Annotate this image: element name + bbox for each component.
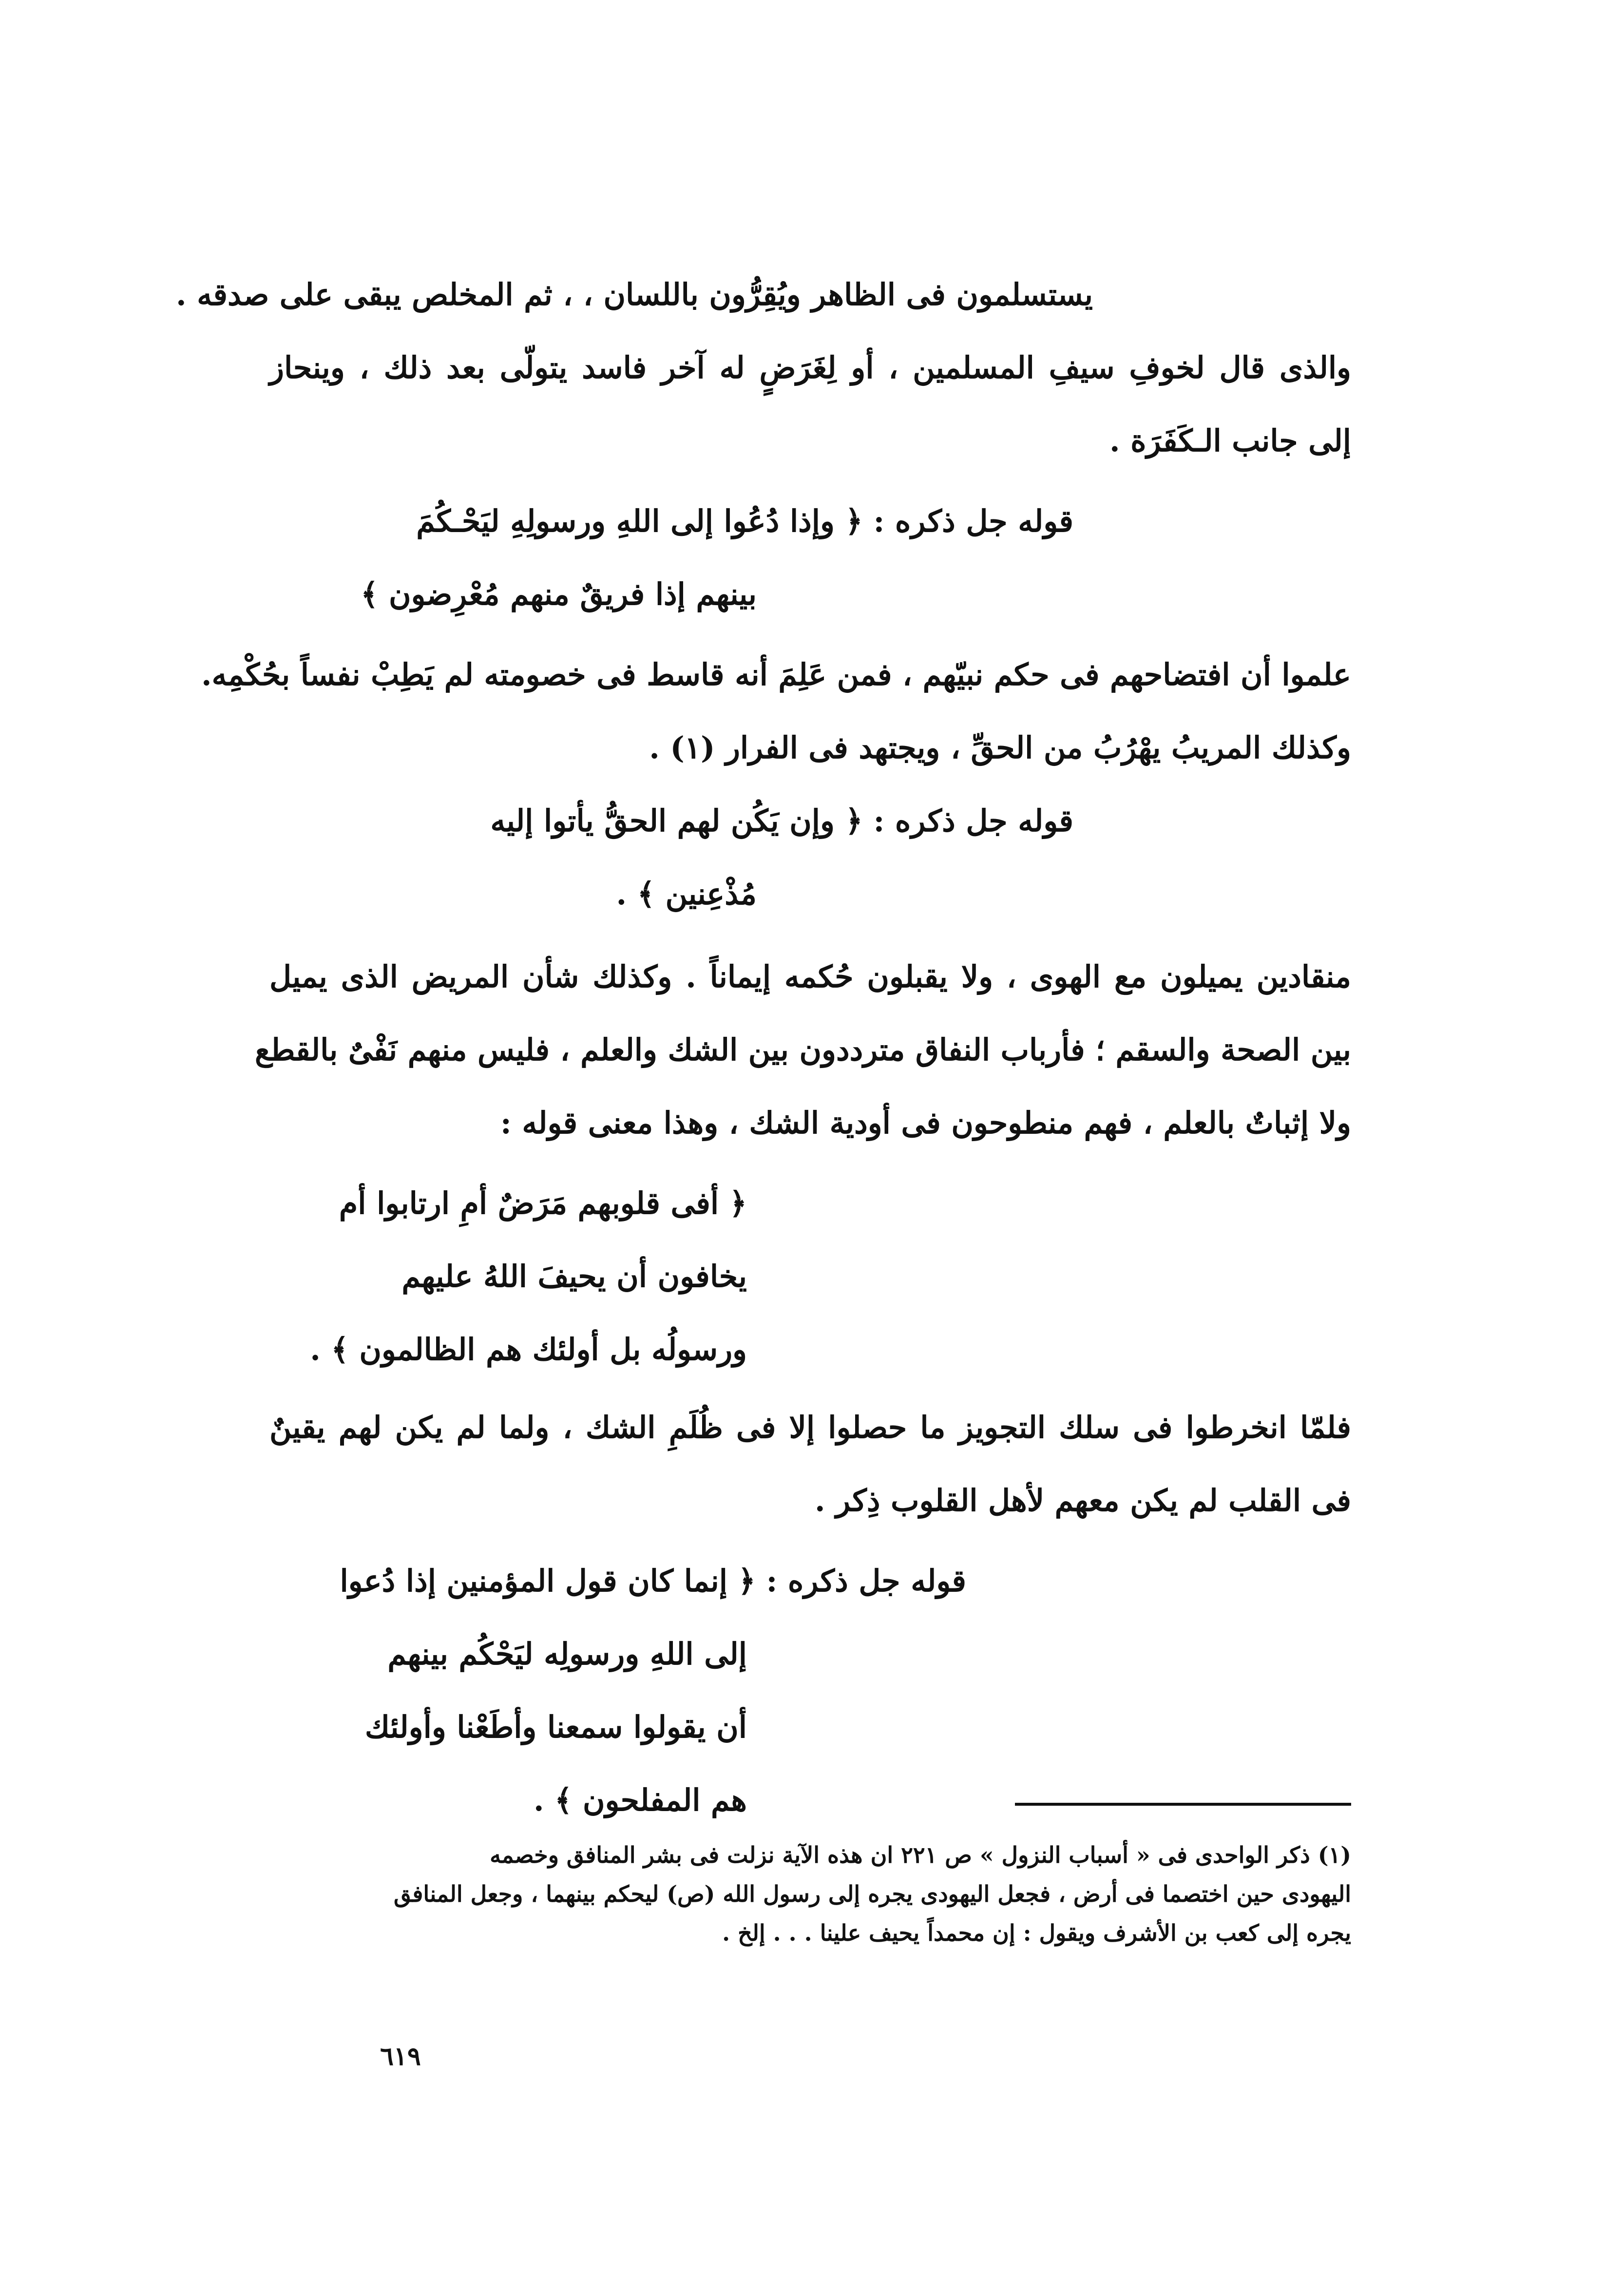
quran-verse-line: هم المفلحون ﴾ .: [533, 1782, 747, 1818]
quran-verse-line: ورسولُه بل أولئك هم الظالمون ﴾ .: [310, 1332, 747, 1367]
footnote-line: (١) ذكر الواحدى فى « أسباب النزول » ص ٢٢١ ان هذه الآية نزلت فى بشر المنافق وخصمه: [490, 1842, 1351, 1868]
body-line: يستسلمون فى الظاهر ويُقِرُّون باللسان ، ، ثم المخلص يبقى على صدقه .: [175, 277, 1093, 312]
body-line: والذى قال لخوفِ سيفِ المسلمين ، أو لِغَرَضٍ له آخر فاسد يتولّى بعد ذلك ، وينحاز: [269, 350, 1351, 385]
body-line: فلمّا انخرطوا فى سلك التجويز ما حصلوا إلا فى ظُلَمِ الشك ، ولما لم يكن لهم يقينٌ: [269, 1410, 1351, 1445]
body-line: علموا أن افتضاحهم فى حكم نبيّهم ، فمن عَلِمَ أنه قاسط فى خصومته لم يَطِبْ نفساً بحُكْمِه.: [201, 657, 1351, 692]
body-line: فى القلب لم يكن معهم لأهل القلوب ذِكر .: [814, 1483, 1351, 1518]
body-line: ولا إثباتٌ بالعلم ، فهم منطوحون فى أودية الشك ، وهذا معنى قوله :: [500, 1105, 1351, 1141]
body-line: إلى جانب الـكَفَرَة .: [1109, 423, 1351, 458]
quran-verse-line: قوله جل ذكره : ﴿ إنما كان قول المؤمنين إذا دُعوا: [340, 1563, 966, 1599]
quran-verse-line: قوله جل ذكره : ﴿ وإن يَكُن لهم الحقُّ يأتوا إليه: [490, 803, 1073, 839]
quran-verse-line: يخافون أن يحيفَ اللهُ عليهم: [401, 1259, 747, 1294]
quran-verse-line: قوله جل ذكره : ﴿ وإذا دُعُوا إلى اللهِ ورسولِهِ ليَحْـكُمَ: [416, 503, 1073, 539]
quran-verse-line: إلى اللهِ ورسولِه ليَحْكُم بينهم: [387, 1636, 747, 1672]
quran-verse-line: بينهم إذا فريقٌ منهم مُعْرِضون ﴾: [361, 576, 757, 612]
footnote-divider: [1015, 1803, 1351, 1806]
body-line: وكذلك المريبُ يهْرُبُ من الحقِّ ، ويجتهد فى الفرار (١) .: [649, 730, 1351, 765]
quran-verse-line: مُذْعِنين ﴾ .: [616, 876, 757, 912]
quran-verse-line: أن يقولوا سمعنا وأطَعْنا وأولئك: [364, 1709, 747, 1745]
footnote-line: اليهودى حين اختصما فى أرض ، فجعل اليهودى يجره إلى رسول الله (ص) ليحكم بينهما ، وجعل المنافق: [394, 1881, 1351, 1907]
page-number: ٦١٩: [380, 2042, 421, 2071]
body-line: بين الصحة والسقم ؛ فأرباب النفاق مترددون بين الشك والعلم ، فليس منهم نَفْىٌ بالقطع: [254, 1032, 1351, 1068]
quran-verse-line: ﴿ أفى قلوبهم مَرَضٌ أمِ ارتابوا أم: [339, 1185, 747, 1221]
footnote-line: يجره إلى كعب بن الأشرف ويقول : إن محمداً يحيف علينا . . . إلخ .: [722, 1920, 1351, 1946]
body-line: منقادين يميلون مع الهوى ، ولا يقبلون حُكمه إيماناً . وكذلك شأن المريض الذى يميل: [269, 959, 1351, 994]
